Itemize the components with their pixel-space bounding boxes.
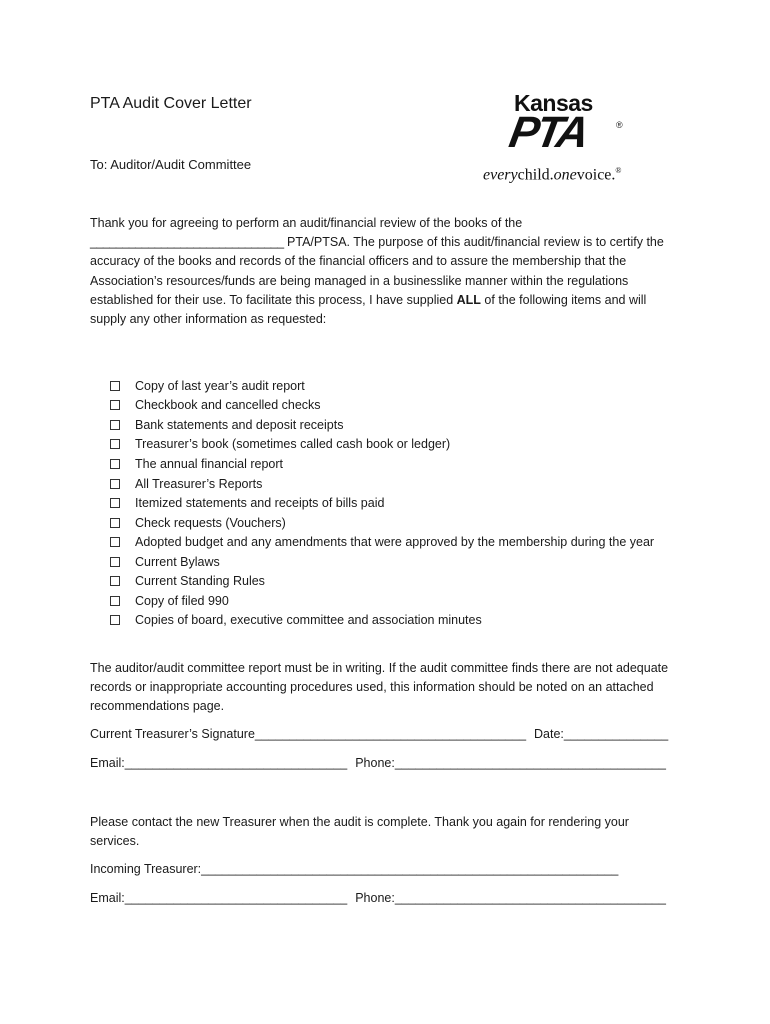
logo-pta: PTA xyxy=(505,108,591,157)
checkbox[interactable] xyxy=(110,420,120,430)
logo-state: Kansas xyxy=(514,90,593,116)
email-field[interactable]: ________________________________ xyxy=(124,756,348,770)
recipient-line: To: Auditor/Audit Committee xyxy=(90,157,252,172)
checklist-item: Adopted budget and any amendments that were approved by the membership during the year xyxy=(110,532,654,552)
incoming-treasurer-row: Incoming Treasurer:____________________________________________________________ xyxy=(90,862,619,876)
incoming-email-field[interactable]: ________________________________ xyxy=(124,891,348,905)
current-treasurer-contact-row: Email:________________________________ Phone:_______________________________________ xyxy=(90,756,666,770)
checkbox[interactable] xyxy=(110,557,120,567)
checklist-item: Treasurer’s book (sometimes called cash book or ledger) xyxy=(110,435,654,455)
checklist-item: Check requests (Vouchers) xyxy=(110,513,654,533)
checklist-item: Current Bylaws xyxy=(110,552,654,572)
current-treasurer-signature-row: Current Treasurer’s Signature_______________________________________ Date:_______________ xyxy=(90,727,669,741)
report-note-paragraph: The auditor/audit committee report must be in writing. If the audit committee finds there are not adequate records or inappropriate accounting procedures used, this information should be noted on an attached recommendations page. xyxy=(90,661,669,714)
checkbox[interactable] xyxy=(110,498,120,508)
incoming-treasurer-contact-row: Email:________________________________ Phone:_______________________________________ xyxy=(90,891,666,905)
checkbox[interactable] xyxy=(110,459,120,469)
checkbox[interactable] xyxy=(110,400,120,410)
checklist-item: Copy of last year’s audit report xyxy=(110,376,654,396)
checklist-item: Current Standing Rules xyxy=(110,571,654,591)
logo-tagline: everychild.onevoice.® xyxy=(483,166,622,184)
checklist-item: Bank statements and deposit receipts xyxy=(110,415,654,435)
pta-name-blank[interactable]: ______________________________ xyxy=(90,235,284,250)
checkbox[interactable] xyxy=(110,615,120,625)
checklist-item: Checkbook and cancelled checks xyxy=(110,396,654,416)
kansas-pta-logo xyxy=(480,90,660,190)
signature-field[interactable]: _______________________________________ xyxy=(254,727,527,741)
incoming-phone-field[interactable]: _______________________________________ xyxy=(394,891,666,905)
logo-registered-mark: ® xyxy=(616,120,623,130)
phone-field[interactable]: _______________________________________ xyxy=(394,756,666,770)
checkbox[interactable] xyxy=(110,576,120,586)
incoming-treasurer-field[interactable]: ____________________________________________________________ xyxy=(201,862,619,876)
contact-note-paragraph: Please contact the new Treasurer when the audit is complete. Thank you again for rendering your services. xyxy=(90,815,629,849)
checklist-item: Copies of board, executive committee and association minutes xyxy=(110,611,654,631)
date-field[interactable]: _______________ xyxy=(563,727,669,741)
checklist-item: Copy of filed 990 xyxy=(110,591,654,611)
checklist-item: Itemized statements and receipts of bills paid xyxy=(110,493,654,513)
checkbox[interactable] xyxy=(110,479,120,489)
checkbox[interactable] xyxy=(110,381,120,391)
page-title: PTA Audit Cover Letter xyxy=(90,95,252,112)
checkbox[interactable] xyxy=(110,537,120,547)
checklist-item: The annual financial report xyxy=(110,454,654,474)
checklist-item: All Treasurer’s Reports xyxy=(110,474,654,494)
checkbox[interactable] xyxy=(110,596,120,606)
intro-paragraph: Thank you for agreeing to perform an audit/financial review of the books of the ______________________________ PTA/PTSA. The purpose of this audit/financial review is to certify the accuracy of the books and records of the financial officers and to assure the membership that the Association’s resources/funds are being managed in a businesslike manner within the regulations established for their use. To facilitate this process, I have supplied ALL of the following items and will supply any other information as requested: xyxy=(90,216,664,327)
checklist xyxy=(110,376,654,630)
checkbox[interactable] xyxy=(110,439,120,449)
checkbox[interactable] xyxy=(110,518,120,528)
